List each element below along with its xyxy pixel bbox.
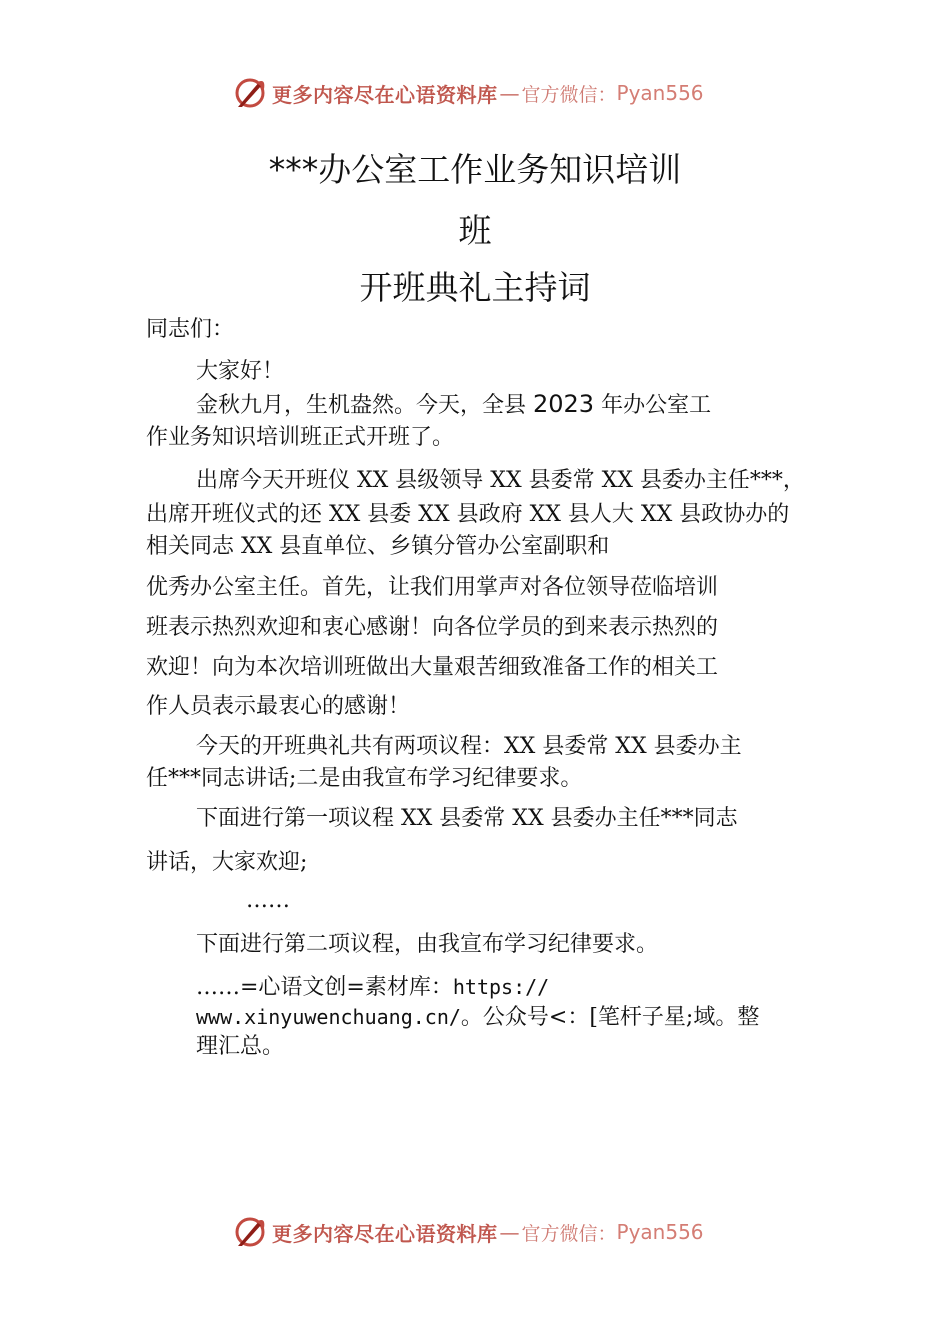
paragraph-3-line-3: 欢迎！向为本次培训班做出大量艰苦细致准备工作的相关工 [146,655,719,680]
paragraph-3-line-1: 优秀办公室主任。首先，让我们用掌声对各位领导莅临培训 [146,575,719,600]
p7-source-label: ……=心语文创=素材库： [196,975,453,1000]
p7-url-part-2: www.xinyuwenchuang.cn/ [196,1005,461,1029]
p7-account-text: 。公众号<：[笔杆子星;域。整 [460,1005,760,1030]
banner-suffix: 官方微信： [521,83,617,106]
paragraph-2-line-3: 相关同志 XX 县直单位、乡镇分管办公室副职和 [146,534,610,559]
banner-wechat-id: Pyan556 [616,81,704,105]
banner-suffix: 官方微信： [521,1222,617,1245]
quill-logo-icon [232,1214,268,1250]
paragraph-7-line-3: 理汇总。 [196,1034,285,1059]
header-banner [232,73,704,113]
banner-separator: — [499,1220,520,1244]
paragraph-4-line-2: 任***同志讲话;二是由我宣布学习纪律要求。 [146,766,583,791]
quill-logo-icon [232,75,268,111]
paragraph-2-line-1: 出席今天开班仪 XX 县级领导 XX 县委常 XX 县委办主任***， [196,468,805,493]
banner-text: 更多内容尽在心语资料库 [272,1221,498,1246]
greeting: 大家好！ [196,359,285,384]
banner-wechat-id: Pyan556 [616,1220,704,1244]
ellipsis: …… [246,888,290,913]
banner-separator: — [499,81,520,105]
paragraph-4-line-1: 今天的开班典礼共有两项议程：XX 县委常 XX 县委办主 [196,734,742,759]
paragraph-5-line-1: 下面进行第一项议程 XX 县委常 XX 县委办主任***同志 [196,806,738,831]
document-title-line1: ***办公室工作业务知识培训 [268,150,682,189]
footer-banner [232,1212,704,1252]
p1-text-a: 金秋九月，生机盎然。今天，全县 [196,393,533,418]
p1-year: 2023 [533,390,595,418]
paragraph-5-line-2: 讲话，大家欢迎; [146,850,308,875]
document-title-line3: 开班典礼主持词 [359,268,591,307]
paragraph-2-line-2: 出席开班仪式的还 XX 县委 XX 县政府 XX 县人大 XX 县政协办的 [146,502,790,527]
document-title-line2: 班 [458,211,492,250]
paragraph-1-line-1 [196,387,886,423]
paragraph-1-line-2: 作业务知识培训班正式开班了。 [146,425,455,450]
salutation: 同志们： [146,317,235,342]
paragraph-3-line-2: 班表示热烈欢迎和衷心感谢！向各位学员的到来表示热烈的 [146,615,719,640]
banner-text: 更多内容尽在心语资料库 [272,82,498,107]
paragraph-3-line-4: 作人员表示最衷心的感谢！ [146,694,411,719]
paragraph-6: 下面进行第二项议程，由我宣布学习纪律要求。 [196,932,659,957]
p1-text-b: 年办公室工 [594,393,712,418]
p7-url-part-1: https:// [452,975,550,999]
